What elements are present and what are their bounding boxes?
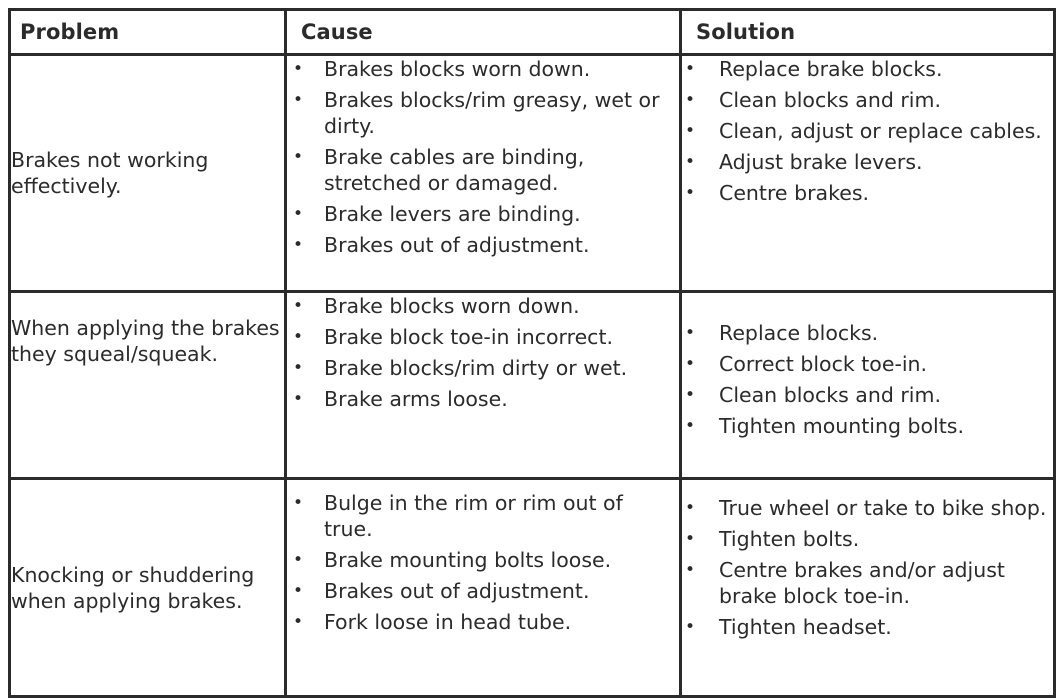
list-item-text: Brake arms loose. — [324, 387, 508, 411]
bullet-icon: • — [293, 147, 304, 167]
list-item — [682, 118, 1053, 144]
bullet-icon: • — [293, 59, 304, 79]
list-item-text: Tighten bolts. — [719, 527, 860, 551]
list-item — [287, 386, 679, 412]
list-item-text: Brake levers are binding. — [324, 202, 581, 226]
list-item-text: Brakes out of adjustment. — [324, 233, 590, 257]
list-item-text: Brakes blocks worn down. — [324, 57, 591, 81]
list-item-text: Replace blocks. — [719, 321, 879, 345]
solution-cell — [681, 479, 1055, 697]
list-item-text: Clean, adjust or replace cables. — [719, 119, 1042, 143]
bullet-icon: • — [293, 581, 304, 601]
list-item — [287, 87, 679, 139]
bullet-icon: • — [293, 389, 304, 409]
list-item — [287, 490, 679, 542]
list-item — [287, 201, 679, 227]
list-item-text: Clean blocks and rim. — [719, 88, 941, 112]
list-item-text: Brake cables are binding, stretched or damaged. — [324, 145, 585, 195]
bullet-icon: • — [685, 617, 696, 637]
bullet-icon: • — [685, 560, 696, 580]
solution-list — [682, 56, 1053, 206]
list-item — [287, 578, 679, 604]
bullet-icon: • — [685, 59, 696, 79]
bullet-icon: • — [685, 498, 696, 518]
bullet-icon: • — [685, 183, 696, 203]
list-item — [682, 495, 1053, 521]
list-item-text: True wheel or take to bike shop. — [719, 496, 1047, 520]
problem-cell: When applying the brakes they squeal/squeak. — [10, 292, 286, 479]
list-item-text: Brake blocks worn down. — [324, 294, 580, 318]
list-item-text: Tighten headset. — [719, 615, 892, 639]
list-item — [287, 56, 679, 82]
bullet-icon: • — [293, 550, 304, 570]
list-item — [287, 232, 679, 258]
solution-cell — [681, 292, 1055, 479]
list-item-text: Replace brake blocks. — [719, 57, 943, 81]
bullet-icon: • — [685, 529, 696, 549]
list-item — [682, 413, 1053, 439]
list-item-text: Brake block toe-in incorrect. — [324, 325, 614, 349]
cause-cell — [286, 292, 681, 479]
list-item-text: Fork loose in head tube. — [324, 610, 572, 634]
list-item — [682, 557, 1053, 609]
troubleshooting-table — [8, 8, 1056, 698]
list-item — [682, 87, 1053, 113]
bullet-icon: • — [685, 90, 696, 110]
list-item-text: Correct block toe-in. — [719, 352, 928, 376]
bullet-icon: • — [293, 204, 304, 224]
bullet-icon: • — [293, 493, 304, 513]
cause-cell — [286, 479, 681, 697]
header-cause: Cause — [286, 10, 681, 55]
list-item — [682, 382, 1053, 408]
list-item-text: Centre brakes and/or adjust brake block toe-in. — [719, 558, 1005, 608]
list-item — [682, 526, 1053, 552]
solution-list — [682, 495, 1053, 640]
list-item-text: Brakes out of adjustment. — [324, 579, 590, 603]
bullet-icon: • — [685, 323, 696, 343]
list-item-text: Tighten mounting bolts. — [719, 414, 964, 438]
list-item — [682, 351, 1053, 377]
bullet-icon: • — [293, 612, 304, 632]
bullet-icon: • — [685, 121, 696, 141]
cause-list — [287, 490, 679, 635]
list-item — [287, 355, 679, 381]
list-item — [287, 144, 679, 196]
list-item-text: Centre brakes. — [719, 181, 870, 205]
list-item — [682, 614, 1053, 640]
list-item-text: Brake blocks/rim dirty or wet. — [324, 356, 628, 380]
table-row — [10, 479, 1055, 697]
list-item-text: Adjust brake levers. — [719, 150, 923, 174]
header-row — [10, 10, 1055, 55]
bullet-icon: • — [293, 327, 304, 347]
list-item — [287, 547, 679, 573]
table-row — [10, 55, 1055, 292]
bullet-icon: • — [685, 385, 696, 405]
header-problem: Problem — [10, 10, 286, 55]
bullet-icon: • — [293, 358, 304, 378]
list-item — [287, 324, 679, 350]
list-item-text: Clean blocks and rim. — [719, 383, 941, 407]
solution-cell — [681, 55, 1055, 292]
list-item-text: Bulge in the rim or rim out of true. — [324, 491, 623, 541]
list-item — [682, 149, 1053, 175]
bullet-icon: • — [685, 152, 696, 172]
problem-cell: Knocking or shuddering when applying brakes. — [10, 479, 286, 697]
list-item-text: Brakes blocks/rim greasy, wet or dirty. — [324, 88, 660, 138]
header-solution: Solution — [681, 10, 1055, 55]
bullet-icon: • — [685, 354, 696, 374]
list-item — [682, 56, 1053, 82]
bullet-icon: • — [293, 235, 304, 255]
cause-list — [287, 56, 679, 258]
solution-list — [682, 320, 1053, 439]
problem-cell: Brakes not working effectively. — [10, 55, 286, 292]
cause-cell — [286, 55, 681, 292]
bullet-icon: • — [685, 416, 696, 436]
list-item — [287, 609, 679, 635]
list-item — [287, 293, 679, 319]
table-row — [10, 292, 1055, 479]
bullet-icon: • — [293, 296, 304, 316]
list-item — [682, 180, 1053, 206]
bullet-icon: • — [293, 90, 304, 110]
cause-list — [287, 293, 679, 412]
list-item — [682, 320, 1053, 346]
list-item-text: Brake mounting bolts loose. — [324, 548, 612, 572]
